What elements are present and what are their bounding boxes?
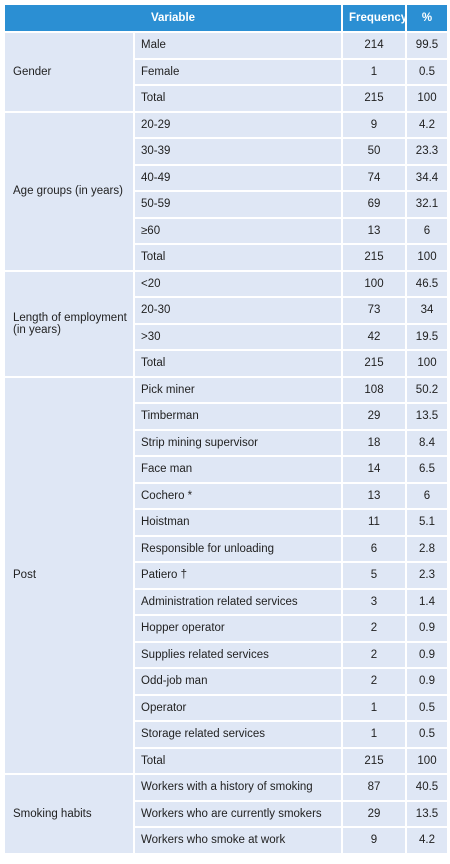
percent-cell: 2.3 [407, 563, 447, 588]
table-row [5, 272, 447, 297]
percent-cell: 100 [407, 749, 447, 774]
category-cell: Patiero † [135, 563, 341, 588]
percent-cell: 0.9 [407, 616, 447, 641]
category-cell: 50-59 [135, 192, 341, 217]
category-cell: <20 [135, 272, 341, 297]
group-label: Gender [5, 33, 133, 111]
percent-cell: 6 [407, 219, 447, 244]
category-cell: Storage related services [135, 722, 341, 747]
frequency-cell: 215 [343, 245, 405, 270]
percent-cell: 2.8 [407, 537, 447, 562]
table-row [5, 113, 447, 138]
frequency-cell: 6 [343, 537, 405, 562]
header-frequency: Frequency [343, 5, 405, 31]
percent-cell: 19.5 [407, 325, 447, 350]
category-cell: 20-29 [135, 113, 341, 138]
frequency-cell: 1 [343, 696, 405, 721]
table-row [5, 33, 447, 58]
frequency-cell: 9 [343, 113, 405, 138]
percent-cell: 23.3 [407, 139, 447, 164]
percent-cell: 34.4 [407, 166, 447, 191]
category-cell: Pick miner [135, 378, 341, 403]
table-row [5, 775, 447, 800]
group-label: Smoking habits [5, 775, 133, 853]
percent-cell: 4.2 [407, 113, 447, 138]
percent-cell: 4.2 [407, 828, 447, 853]
percent-cell: 5.1 [407, 510, 447, 535]
category-cell: Female [135, 60, 341, 85]
category-cell: Hoistman [135, 510, 341, 535]
frequency-cell: 3 [343, 590, 405, 615]
category-cell: 20-30 [135, 298, 341, 323]
category-cell: Male [135, 33, 341, 58]
header-variable: Variable [5, 5, 341, 31]
percent-cell: 99.5 [407, 33, 447, 58]
frequency-cell: 108 [343, 378, 405, 403]
percent-cell: 46.5 [407, 272, 447, 297]
header-row [5, 5, 447, 31]
category-cell: Responsible for unloading [135, 537, 341, 562]
frequency-cell: 13 [343, 219, 405, 244]
category-cell: Face man [135, 457, 341, 482]
category-cell: Total [135, 86, 341, 111]
frequency-cell: 29 [343, 802, 405, 827]
frequency-cell: 74 [343, 166, 405, 191]
frequency-cell: 87 [343, 775, 405, 800]
frequency-cell: 9 [343, 828, 405, 853]
frequency-cell: 5 [343, 563, 405, 588]
frequency-cell: 14 [343, 457, 405, 482]
percent-cell: 50.2 [407, 378, 447, 403]
group-label: Age groups (in years) [5, 113, 133, 270]
frequency-cell: 2 [343, 643, 405, 668]
percent-cell: 0.9 [407, 669, 447, 694]
frequency-cell: 214 [343, 33, 405, 58]
category-cell: Total [135, 351, 341, 376]
category-cell: Hopper operator [135, 616, 341, 641]
category-cell: Workers with a history of smoking [135, 775, 341, 800]
category-cell: Strip mining supervisor [135, 431, 341, 456]
category-cell: 40-49 [135, 166, 341, 191]
category-cell: >30 [135, 325, 341, 350]
percent-cell: 100 [407, 245, 447, 270]
percent-cell: 100 [407, 351, 447, 376]
percent-cell: 8.4 [407, 431, 447, 456]
category-cell: Timberman [135, 404, 341, 429]
frequency-cell: 50 [343, 139, 405, 164]
percent-cell: 0.5 [407, 722, 447, 747]
frequency-cell: 215 [343, 749, 405, 774]
category-cell: Administration related services [135, 590, 341, 615]
percent-cell: 6.5 [407, 457, 447, 482]
group-label: Post [5, 378, 133, 774]
category-cell: Total [135, 749, 341, 774]
frequency-cell: 42 [343, 325, 405, 350]
group-label: Length of employment (in years) [5, 272, 133, 376]
category-cell: Total [135, 245, 341, 270]
frequency-cell: 2 [343, 669, 405, 694]
category-cell: ≥60 [135, 219, 341, 244]
percent-cell: 6 [407, 484, 447, 509]
demographics-table [3, 3, 449, 855]
percent-cell: 32.1 [407, 192, 447, 217]
percent-cell: 13.5 [407, 404, 447, 429]
category-cell: Workers who smoke at work [135, 828, 341, 853]
frequency-cell: 100 [343, 272, 405, 297]
percent-cell: 34 [407, 298, 447, 323]
frequency-cell: 215 [343, 86, 405, 111]
header-percent: % [407, 5, 447, 31]
category-cell: Workers who are currently smokers [135, 802, 341, 827]
percent-cell: 100 [407, 86, 447, 111]
frequency-cell: 13 [343, 484, 405, 509]
category-cell: Cochero * [135, 484, 341, 509]
frequency-cell: 69 [343, 192, 405, 217]
category-cell: Operator [135, 696, 341, 721]
frequency-cell: 2 [343, 616, 405, 641]
category-cell: 30-39 [135, 139, 341, 164]
frequency-cell: 1 [343, 60, 405, 85]
frequency-cell: 215 [343, 351, 405, 376]
frequency-cell: 18 [343, 431, 405, 456]
percent-cell: 13.5 [407, 802, 447, 827]
frequency-cell: 29 [343, 404, 405, 429]
percent-cell: 0.5 [407, 696, 447, 721]
frequency-cell: 11 [343, 510, 405, 535]
table-row [5, 378, 447, 403]
category-cell: Odd-job man [135, 669, 341, 694]
percent-cell: 40.5 [407, 775, 447, 800]
frequency-cell: 1 [343, 722, 405, 747]
percent-cell: 1.4 [407, 590, 447, 615]
category-cell: Supplies related services [135, 643, 341, 668]
percent-cell: 0.9 [407, 643, 447, 668]
table-body [5, 33, 447, 853]
percent-cell: 0.5 [407, 60, 447, 85]
frequency-cell: 73 [343, 298, 405, 323]
